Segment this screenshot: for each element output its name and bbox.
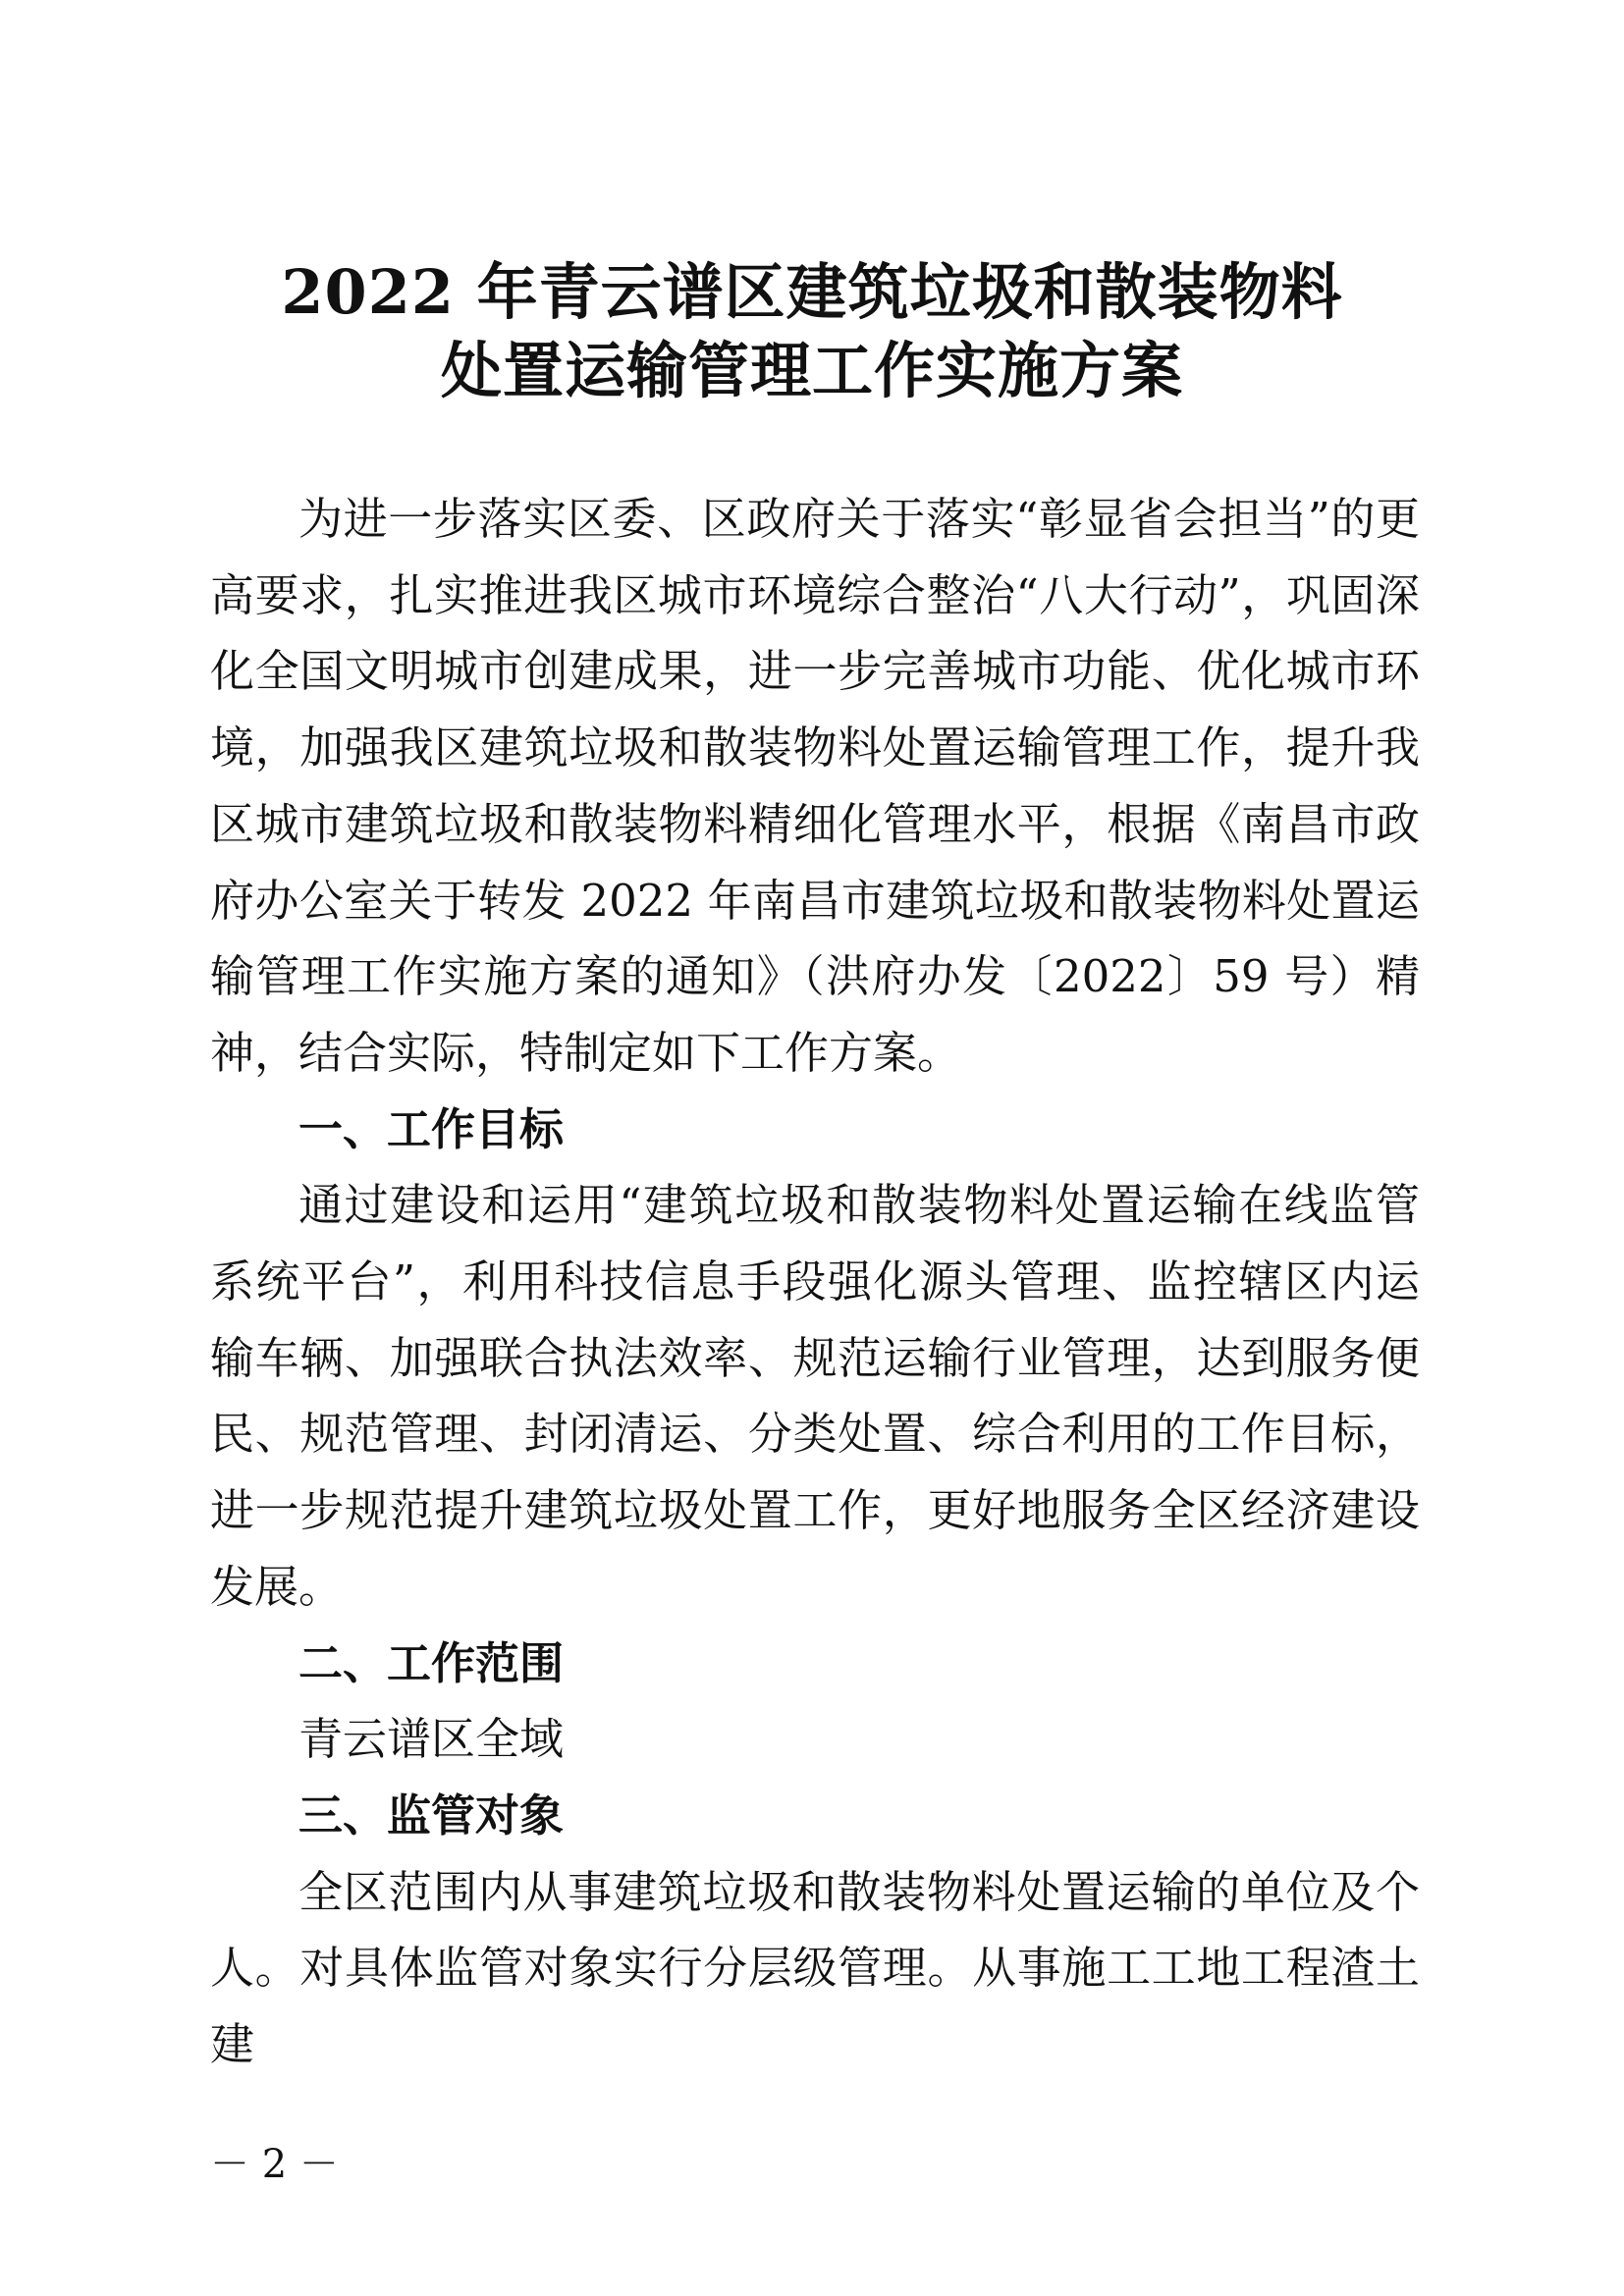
document-title-line-1: 2022 年青云谱区建筑垃圾和散装物料	[281, 256, 1343, 328]
section-1-heading: 一、工作目标	[298, 1102, 565, 1155]
section-3-heading: 三、监管对象	[298, 1789, 565, 1842]
page-number: － 2 －	[210, 2142, 339, 2187]
section-2-paragraph: 青云谱区全域	[298, 1713, 565, 1766]
document-body	[210, 481, 1420, 2083]
document-title-line-2: 处置运输管理工作实施方案	[440, 335, 1183, 406]
section-3-paragraph: 全区范围内从事建筑垃圾和散装物料处置运输的单位及个人。对具体监管对象实行分层级管理。从事施工工地工程渣土建	[210, 1865, 1420, 2071]
section-1-paragraph: 通过建设和运用“建筑垃圾和散装物料处置运输在线监管系统平台”，利用科技信息手段强化源头管理、监控辖区内运输车辆、加强联合执法效率、规范运输行业管理，达到服务便民、规范管理、封闭清运、分类处置、综合利用的工作目标，进一步规范提升建筑垃圾处置工作，更好地服务全区经济建设发展。	[210, 1179, 1420, 1613]
intro-paragraph: 为进一步落实区委、区政府关于落实“彰显省会担当”的更高要求，扎实推进我区城市环境综合整治“八大行动”，巩固深化全国文明城市创建成果，进一步完善城市功能、优化城市环境，加强我区建筑垃圾和散装物料处置运输管理工作，提升我区城市建筑垃圾和散装物料精细化管理水平，根据《南昌市政府办公室关于转发 2022 年南昌市建筑垃圾和散装物料处置运输管理工作实施方案的通知》（洪府办发〔2022〕59 号）精神，结合实际，特制定如下工作方案。	[210, 493, 1420, 1079]
section-2-heading: 二、工作范围	[298, 1636, 565, 1689]
